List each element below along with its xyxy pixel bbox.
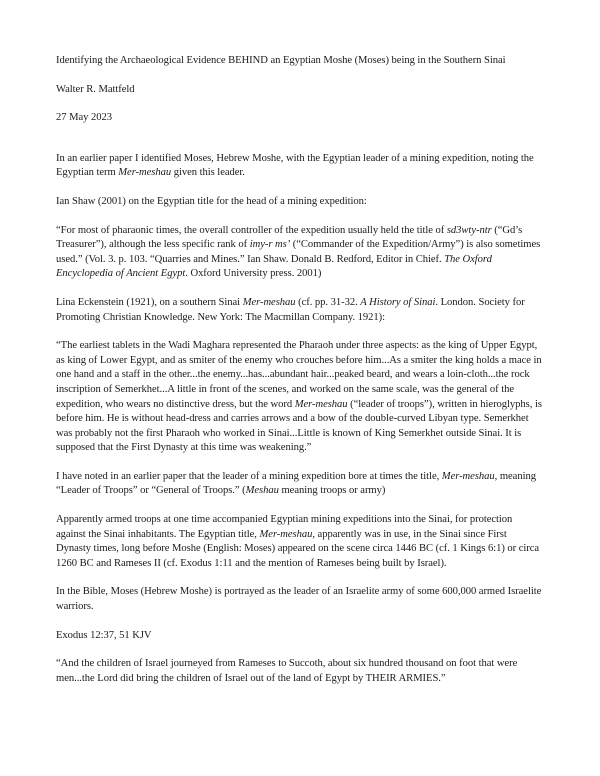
date: 27 May 2023 [56, 112, 112, 124]
author: Walter R. Mattfeld [56, 83, 135, 95]
paragraph-armed-troops: Apparently armed troops at one time accompanied Egyptian mining expeditions into the Sinai, for protection against the Sinai inhabitants. The Egyptian title, Mer-meshau, apparently was in use, in the Sinai since First Dynasty times, long before Moshe (English: Moses) appeared on the scene circa 1446 BC (cf. 1 Kings 6:1) or circa 1260 BC and Rameses II (cf. Exodus 1:11 and the mention of Rameses being built by Israel). [56, 514, 540, 569]
quote-eckenstein: “The earliest tablets in the Wadi Maghara represented the Pharaoh under three aspects: as the king of Upper Egypt, as king of Lower Egypt, and as smiter of the enemy who crouches before him...As a smiter the king holds a mace in one hand and a staff in the other...the enemy...has...abundant hair...peaked beard, and wears a loin-cloth...the rock inscription of Semerkhet...A little in front of the scenes, and worked on the same scale, was the general of the expedition, who wears no distinctive dress, but the word Mer-meshau (“leader of troops”), written in hieroglyphs, is before him. He is without head-dress and carries arrows and a bow of the double-curved Libyan type. Semerkhet was probably not the first Pharaoh who worked in Sinai...Little is known of King Semerkhet outside Sinai. It is supposed that the First Dynasty at this time was weakening.” [56, 340, 542, 454]
paragraph-1: In an earlier paper I identified Moses, Hebrew Moshe, with the Egyptian leader of a mining expedition, noting the Egyptian term Mer-meshau given this leader. [56, 152, 534, 179]
paragraph-title-note: I have noted in an earlier paper that the leader of a mining expedition bore at times the title, Mer-meshau, meaning “Leader of Troops” or “General of Troops.” (Meshau meaning troops or army) [56, 470, 536, 497]
paragraph-2: Ian Shaw (2001) on the Egyptian title for the head of a mining expedition: [56, 195, 367, 207]
quote-exodus: “And the children of Israel journeyed from Rameses to Succoth, about six hundred thousand on foot that were men...the Lord did bring the children of Israel out of the land of Egypt by THEIR ARMIES.” [56, 658, 518, 684]
paragraph-eckenstein: Lina Eckenstein (1921), on a southern Sinai Mer-meshau (cf. pp. 31-32. A History of Sinai. London. Society for Promoting Christian Knowledge. New York: The Macmillan Company. 1921): [56, 296, 525, 323]
scripture-reference: Exodus 12:37, 51 KJV [56, 629, 152, 641]
quote-shaw: “For most of pharaonic times, the overall controller of the expedition usually held the title of sd3wty-ntr (“Gd’s Treasurer”), although the less specific rank of imy-r ms’ (“Commander of the Expedition/Army”) is also sometimes used.” (Vol. 3. p. 103. “Quarries and Mines.” Ian Shaw. Donald B. Redford, Editor in Chief. The Oxford Encyclopedia of Ancient Egypt. Oxford University press. 2001) [56, 224, 541, 280]
paragraph-bible: In the Bible, Moses (Hebrew Moshe) is portrayed as the leader of an Israelite army of some 600,000 armed Israelite warriors. [56, 586, 542, 613]
document-title: Identifying the Archaeological Evidence BEHIND an Egyptian Moshe (Moses) being in the Southern Sinai [56, 55, 506, 66]
